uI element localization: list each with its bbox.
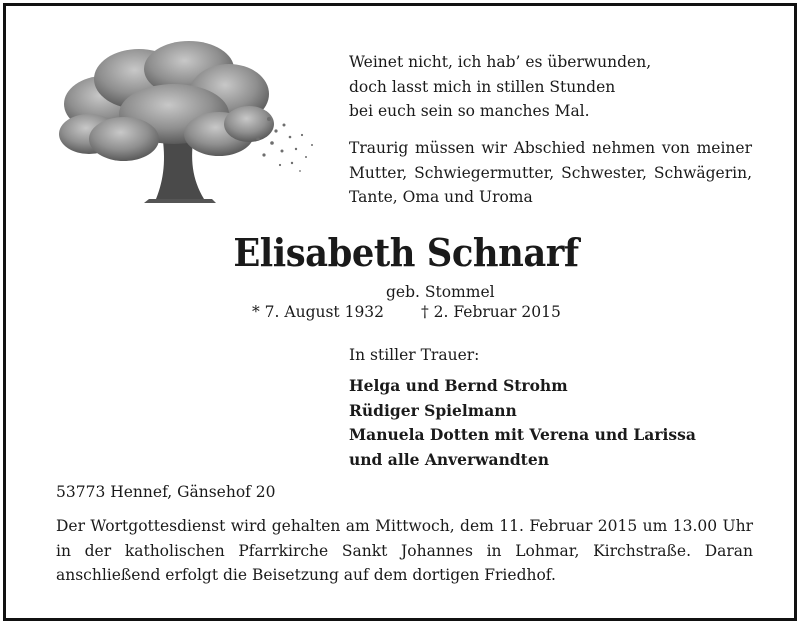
obituary-notice xyxy=(3,3,797,621)
mourners-label: In stiller Trauer: xyxy=(349,346,480,364)
intro-text: Traurig müssen wir Abschied nehmen von meiner Mutter, Schwiegermutter, Schwester, Schwägerin, Tante, Oma und Uroma xyxy=(349,139,752,206)
mourners-list xyxy=(349,374,696,472)
mourner-name: und alle Anverwandten xyxy=(349,449,549,469)
poem-line: doch lasst mich in stillen Stunden xyxy=(349,77,616,96)
birth-name: geb. Stommel xyxy=(386,283,495,301)
tree-icon xyxy=(44,39,319,209)
mourner-name: Manuela Dotten mit Verena und Larissa xyxy=(349,425,696,444)
birth-date: * 7. August 1932 xyxy=(252,303,385,321)
poem-line: Weinet nicht, ich hab’ es überwunden, xyxy=(349,53,652,71)
service-info: Der Wortgottesdienst wird gehalten am Mittwoch, dem 11. Februar 2015 um 13.00 Uhr in der katholischen Pfarrkirche Sankt Johannes in Lohmar, Kirchstraße. Daran anschließend erfolgt die Beisetzung auf dem dortigen Friedhof. xyxy=(56,517,753,584)
poem xyxy=(349,50,651,124)
poem-line: bei euch sein so manches Mal. xyxy=(349,102,590,120)
mourner-name: Helga und Bernd Strohm xyxy=(349,376,568,395)
death-date: † 2. Februar 2015 xyxy=(421,303,561,321)
mourner-name: Rüdiger Spielmann xyxy=(349,400,517,420)
deceased-name: Elisabeth Schnarf xyxy=(233,230,579,275)
address: 53773 Hennef, Gänsehof 20 xyxy=(56,483,276,501)
